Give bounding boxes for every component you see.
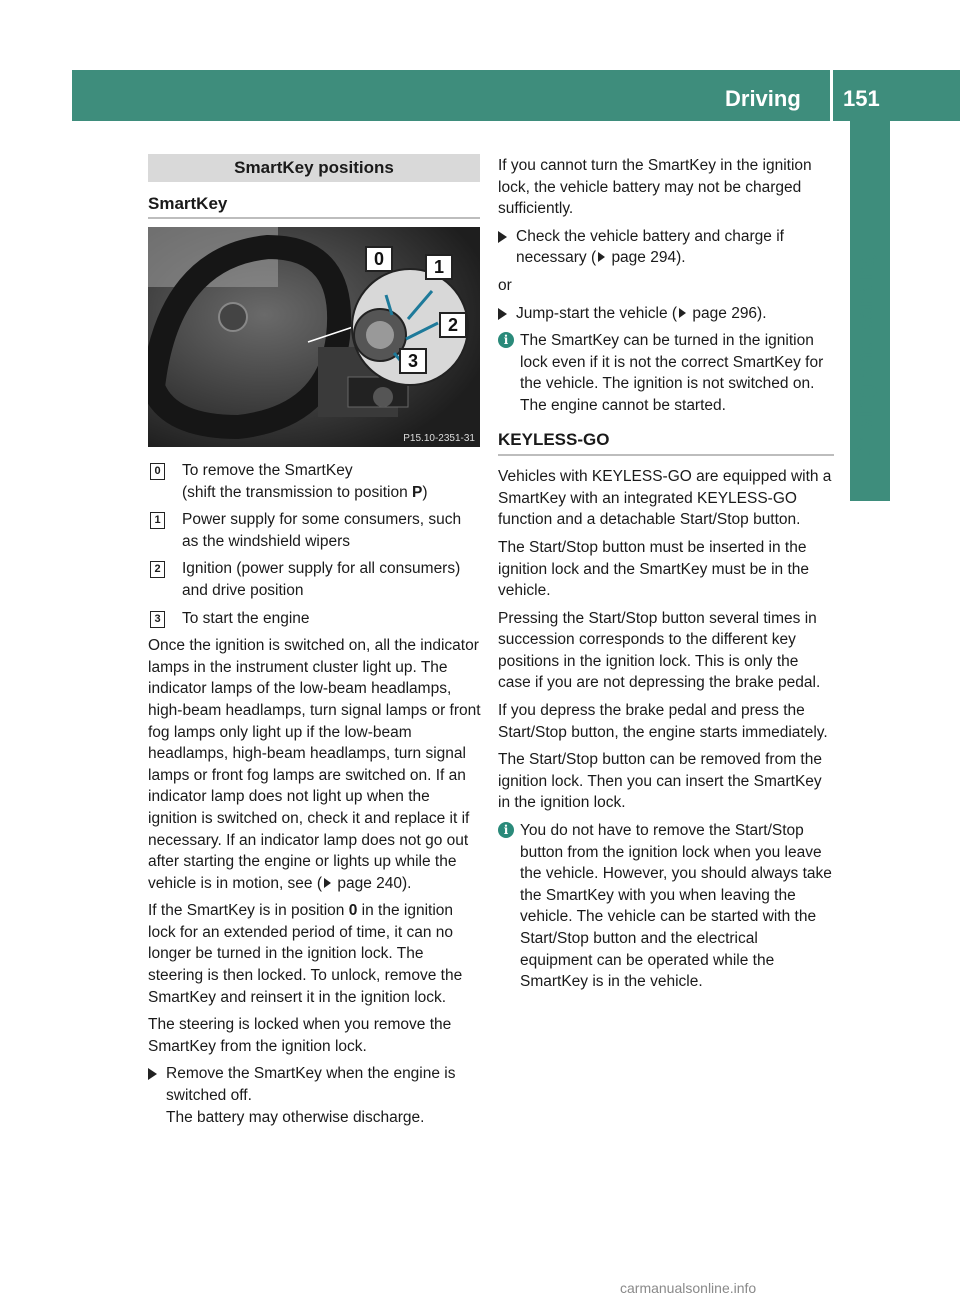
header-separator: [830, 70, 833, 121]
paragraph: If you cannot turn the SmartKey in the ignition lock, the vehicle battery may not be charged sufficiently.: [498, 157, 812, 218]
subsection-heading: SmartKey: [148, 194, 228, 213]
side-tab-label: Driving and parking: [852, 253, 877, 460]
left-column: [148, 460, 481, 1134]
legend-key: 3: [150, 611, 165, 628]
paragraph: The Start/Stop button can be removed from the ignition lock. Then you can insert the SmartKey in the ignition lock.: [498, 751, 822, 812]
legend-text-2: (shift the transmission to position P): [182, 483, 428, 501]
callout-1: 1: [433, 257, 445, 277]
paragraph: Once the ignition is switched on, all the indicator lamps in the instrument cluster light up. The indicator lamps of the low-beam headlamps, high-beam headlamps, turn signal lamps or front fog lamps only light up if the low-beam headlamps, high-beam headlamps, turn signal lamps or front fog lamps are switched on. If an indicator lamp does not light up when the ignition is switched on, check it and replace it if necessary. If an indicator lamp does not go out after starting the engine or lights up while the vehicle is in motion, see ( page 240).: [148, 637, 481, 892]
legend-text: Ignition (power supply for all consumers) and drive position: [182, 560, 461, 599]
legend-key: 0: [150, 463, 165, 480]
ignition-illustration: [148, 227, 480, 447]
page-number: 151: [843, 86, 880, 111]
header-section-title: Driving: [725, 86, 801, 111]
step-note: The battery may otherwise discharge.: [166, 1108, 425, 1126]
paragraph: Vehicles with KEYLESS-GO are equipped with a SmartKey with an integrated KEYLESS-GO function and a detachable Start/Stop button.: [498, 468, 832, 529]
step-arrow-icon: [498, 231, 507, 243]
legend-item: [148, 558, 481, 601]
legend-text: To remove the SmartKey: [182, 462, 353, 479]
callout-2: 2: [447, 315, 459, 335]
paragraph: If you depress the brake pedal and press the Start/Stop button, the engine starts immediately.: [498, 702, 828, 741]
legend-key: 1: [150, 512, 165, 529]
legend-text: To start the engine: [182, 609, 310, 627]
page-ref-arrow-icon: [679, 308, 686, 318]
page-ref-arrow-icon: [324, 878, 331, 888]
info-icon: i: [498, 822, 514, 838]
keyless-go-heading: KEYLESS-GO: [498, 429, 610, 449]
page-ref-link[interactable]: page 240).: [337, 874, 412, 892]
paragraph: If the SmartKey is in position 0 in the ignition lock for an extended period of time, it can no longer be turned in the ignition lock. The steering is then locked. To unlock, remove the SmartKey and reinsert it in the ignition lock.: [148, 902, 463, 1006]
page-ref-link[interactable]: page 296).: [692, 304, 767, 322]
header-bar: [72, 70, 960, 121]
callout-0: 0: [373, 249, 385, 269]
callout-3: 3: [407, 351, 419, 371]
legend-item: [148, 460, 481, 503]
page-ref-link[interactable]: page 294).: [611, 249, 686, 267]
right-column: [498, 155, 834, 999]
page-ref-arrow-icon: [598, 252, 605, 262]
instruction-step: Jump-start the vehicle ( page 296).: [498, 303, 834, 325]
watermark: carmanualsonline.info: [620, 1280, 757, 1296]
instruction-step: Check the vehicle battery and charge if necessary ( page 294).: [498, 226, 834, 269]
legend-item: [148, 608, 481, 630]
heading-rule: [498, 454, 834, 456]
legend-key: 2: [150, 561, 165, 578]
legend-item: [148, 509, 481, 552]
step-arrow-icon: [498, 308, 507, 320]
paragraph: Pressing the Start/Stop button several times in succession corresponds to the different key positions in the ignition lock. This is only the case if you are not depressing the brake pedal.: [498, 609, 821, 692]
info-icon: i: [498, 332, 514, 348]
ignition-lock-photo: [148, 227, 480, 447]
section-heading: SmartKey positions: [148, 154, 480, 182]
or-text: or: [498, 276, 512, 294]
step-arrow-icon: [148, 1068, 157, 1080]
legend-text: Power supply for some consumers, such as the windshield wipers: [182, 511, 462, 550]
instruction-step: Remove the SmartKey when the engine is switched off. The battery may otherwise discharge.: [148, 1063, 481, 1128]
info-note: i You do not have to remove the Start/Stop button from the ignition lock when you leave the vehicle. However, you should always take the SmartKey with you when leaving the vehicle. The vehicle can be started with the Start/Stop button and the electrical equipment can be operated while the SmartKey is in the vehicle.: [498, 820, 834, 993]
paragraph: The steering is locked when you remove the SmartKey from the ignition lock.: [148, 1016, 452, 1055]
heading-rule: [148, 217, 480, 219]
paragraph: The Start/Stop button must be inserted in the ignition lock and the SmartKey must be in the vehicle.: [498, 538, 810, 600]
info-note: i The SmartKey can be turned in the ignition lock even if it is not the correct SmartKey for the vehicle. The ignition is not switched on. The engine cannot be started.: [498, 330, 834, 416]
figure-code: P15.10-2351-31: [403, 433, 475, 444]
